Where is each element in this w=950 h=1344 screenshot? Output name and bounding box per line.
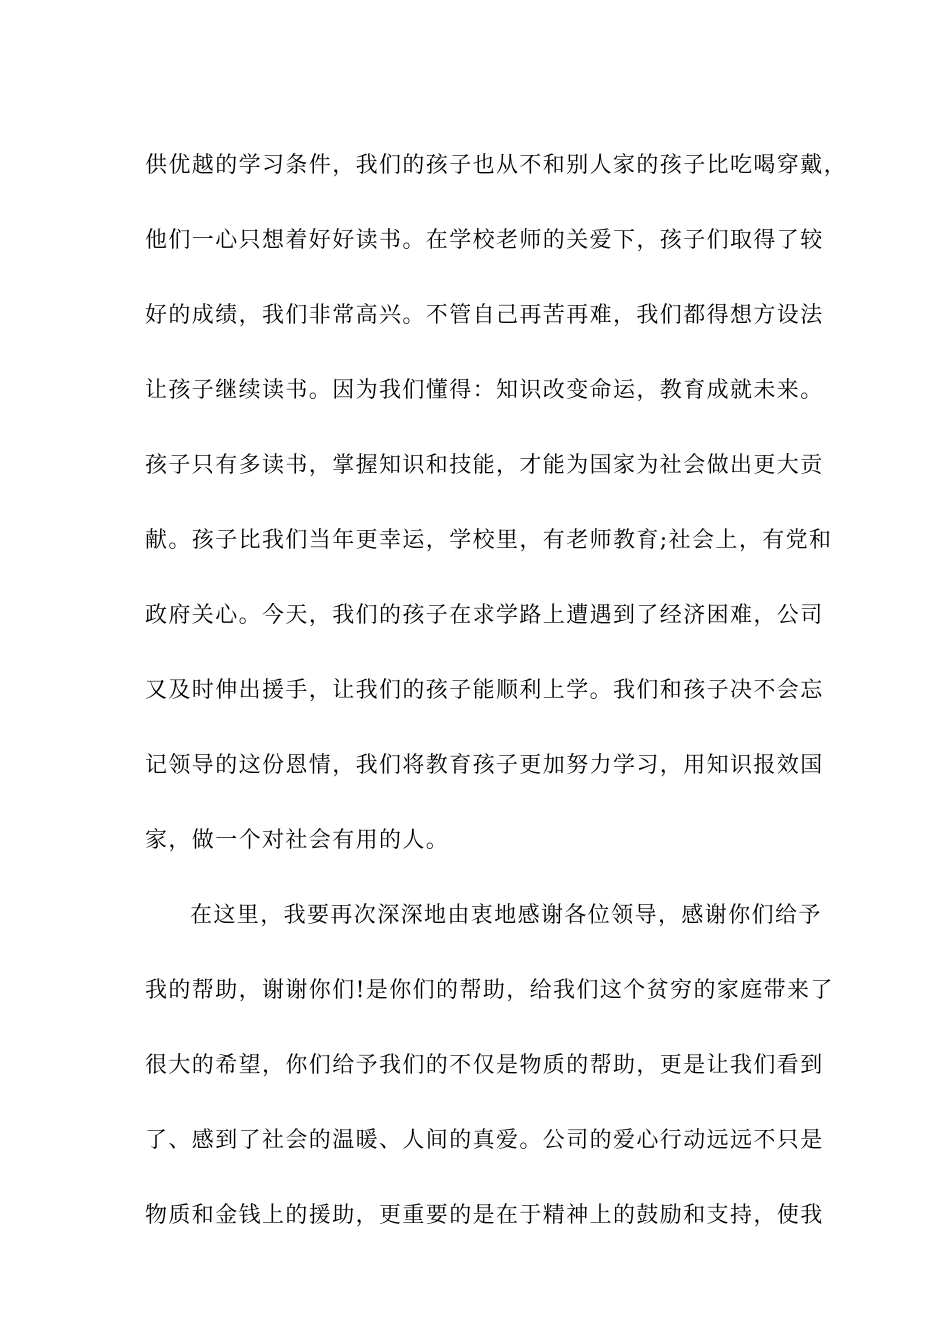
text-line: 供优越的学习条件，我们的孩子也从不和别人家的孩子比吃喝穿戴， bbox=[145, 153, 848, 178]
text-line: 又及时伸出援手，让我们的孩子能顺利上学。我们和孩子决不会忘 bbox=[145, 678, 824, 703]
text-line: 好的成绩，我们非常高兴。不管自己再苦再难，我们都得想方设法 bbox=[145, 303, 824, 328]
text-line: 让孩子继续读书。因为我们懂得：知识改变命运，教育成就未来。 bbox=[145, 378, 824, 403]
text-line: 他们一心只想着好好读书。在学校老师的关爱下，孩子们取得了较 bbox=[145, 228, 824, 253]
text-line: 物质和金钱上的援助，更重要的是在于精神上的鼓励和支持，使我 bbox=[145, 1203, 824, 1228]
text-line: 家，做一个对社会有用的人。 bbox=[145, 828, 450, 853]
text-line: 我的帮助，谢谢你们!是你们的帮助，给我们这个贫穷的家庭带来了 bbox=[145, 978, 834, 1003]
text-line: 记领导的这份恩情，我们将教育孩子更加努力学习，用知识报效国 bbox=[145, 753, 824, 778]
text-line: 献。孩子比我们当年更幸运，学校里，有老师教育;社会上，有党和 bbox=[145, 528, 833, 553]
text-line: 孩子只有多读书，掌握知识和技能，才能为国家为社会做出更大贡 bbox=[145, 453, 824, 478]
body-text bbox=[145, 128, 848, 1253]
text-line: 很大的希望，你们给予我们的不仅是物质的帮助，更是让我们看到 bbox=[145, 1053, 824, 1078]
text-line: 政府关心。今天，我们的孩子在求学路上遭遇到了经济困难，公司 bbox=[145, 603, 824, 628]
text-line: 了、感到了社会的温暖、人间的真爱。公司的爱心行动远远不只是 bbox=[145, 1128, 824, 1153]
paragraph-start-line: 在这里，我要再次深深地由衷地感谢各位领导，感谢你们给予 bbox=[190, 903, 822, 928]
